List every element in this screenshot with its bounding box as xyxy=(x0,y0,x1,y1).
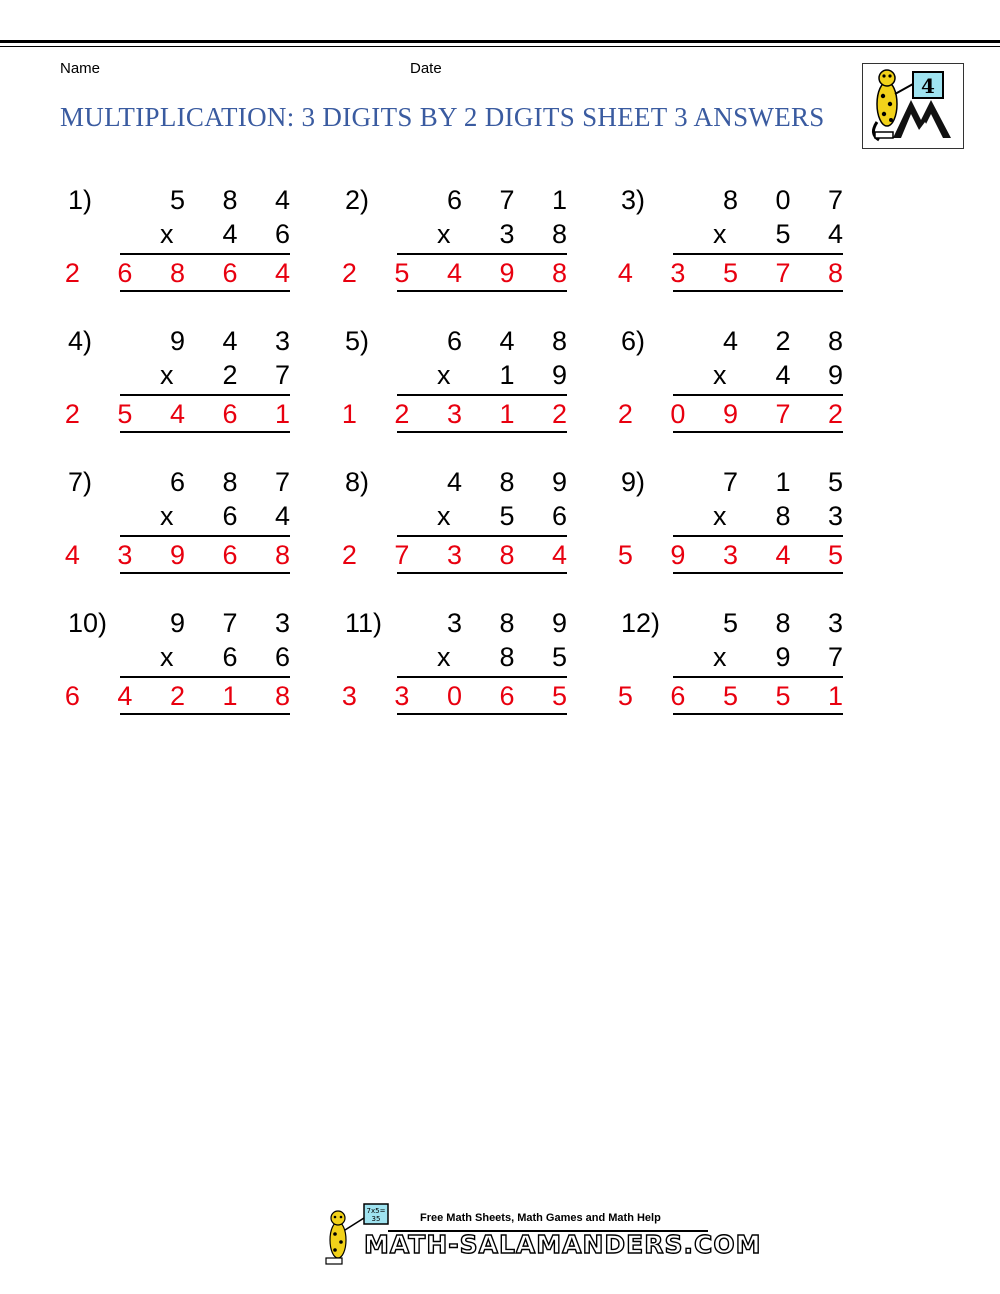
problem-number: 12) xyxy=(621,608,661,638)
page-title: MULTIPLICATION: 3 DIGITS BY 2 DIGITS SHEET 3 ANSWERS xyxy=(60,102,825,132)
answer-row xyxy=(617,397,858,431)
times-sign: x xyxy=(713,501,727,531)
answer: 1 2 3 1 2 xyxy=(341,399,582,429)
multiplicand: 3 8 9 xyxy=(446,608,582,638)
operand-rule xyxy=(673,535,843,537)
answer: 2 5 4 6 1 xyxy=(64,399,305,429)
multiplier: 8 5 xyxy=(499,642,582,672)
answer: 4 3 5 7 8 xyxy=(617,258,858,288)
multiplier-row xyxy=(673,499,858,533)
answer: 3 3 0 6 5 xyxy=(341,681,582,711)
times-sign: x xyxy=(160,642,174,672)
multiplicand: 5 8 4 xyxy=(169,185,305,215)
multiplicand: 4 8 9 xyxy=(446,467,582,497)
multiplier: 6 6 xyxy=(222,642,305,672)
footer-tagline: Free Math Sheets, Math Games and Math Help xyxy=(420,1212,661,1224)
problem-7 xyxy=(64,465,305,585)
answer-rule xyxy=(397,290,567,292)
multiplier: 6 4 xyxy=(222,501,305,531)
problem-11 xyxy=(341,606,582,726)
multiplier-row xyxy=(120,499,305,533)
multiplier-row xyxy=(673,217,858,251)
problem-9 xyxy=(617,465,858,585)
problem-8 xyxy=(341,465,582,585)
problem-10 xyxy=(64,606,305,726)
footer-badge-text: 7x5= xyxy=(366,1207,386,1215)
answer: 4 3 9 6 8 xyxy=(64,540,305,570)
multiplier: 4 9 xyxy=(775,360,858,390)
answer-rule xyxy=(673,572,843,574)
multiplier-row xyxy=(397,640,582,674)
multiplicand: 6 8 7 xyxy=(169,467,305,497)
answer-rule xyxy=(120,431,290,433)
multiplier: 5 4 xyxy=(775,219,858,249)
problem-number: 2) xyxy=(345,185,370,215)
answer-row xyxy=(617,256,858,290)
multiplier-row xyxy=(397,499,582,533)
multiplicand: 6 4 8 xyxy=(446,326,582,356)
times-sign: x xyxy=(437,501,451,531)
times-sign: x xyxy=(437,360,451,390)
problem-number: 8) xyxy=(345,467,370,497)
multiplier: 5 6 xyxy=(499,501,582,531)
problem-number: 7) xyxy=(68,467,93,497)
grade-logo xyxy=(862,63,964,149)
multiplicand-row xyxy=(673,183,858,217)
top-rule-thick xyxy=(0,40,1000,43)
times-sign: x xyxy=(160,219,174,249)
times-sign: x xyxy=(160,501,174,531)
multiplier: 1 9 xyxy=(499,360,582,390)
multiplier-row xyxy=(120,640,305,674)
multiplier-row xyxy=(120,358,305,392)
multiplier: 9 7 xyxy=(775,642,858,672)
footer-brand: MATH-SALAMANDERS.COM xyxy=(364,1230,762,1259)
salamander-grade-icon xyxy=(863,64,963,148)
name-label: Name xyxy=(60,60,101,77)
operand-rule xyxy=(120,394,290,396)
problem-12 xyxy=(617,606,858,726)
multiplicand: 8 0 7 xyxy=(722,185,858,215)
multiplicand: 4 2 8 xyxy=(722,326,858,356)
problem-number: 1) xyxy=(68,185,93,215)
answer-row xyxy=(64,679,305,713)
answer-rule xyxy=(397,431,567,433)
multiplicand-row xyxy=(120,324,305,358)
answer-rule xyxy=(673,713,843,715)
multiplicand-row xyxy=(120,465,305,499)
multiplier-row xyxy=(397,358,582,392)
multiplier-row xyxy=(120,217,305,251)
multiplier-row xyxy=(397,217,582,251)
problem-number: 4) xyxy=(68,326,93,356)
problem-3 xyxy=(617,183,858,303)
multiplicand: 5 8 3 xyxy=(722,608,858,638)
answer: 5 9 3 4 5 xyxy=(617,540,858,570)
answer-row xyxy=(64,397,305,431)
operand-rule xyxy=(673,676,843,678)
problem-1 xyxy=(64,183,305,303)
answer: 2 6 8 6 4 xyxy=(64,258,305,288)
problem-2 xyxy=(341,183,582,303)
times-sign: x xyxy=(713,642,727,672)
answer: 6 4 2 1 8 xyxy=(64,681,305,711)
operand-rule xyxy=(397,394,567,396)
times-sign: x xyxy=(437,642,451,672)
problem-6 xyxy=(617,324,858,444)
operand-rule xyxy=(120,535,290,537)
problem-number: 10) xyxy=(68,608,108,638)
multiplier: 4 6 xyxy=(222,219,305,249)
operand-rule xyxy=(397,676,567,678)
problem-number: 6) xyxy=(621,326,646,356)
times-sign: x xyxy=(160,360,174,390)
answer-row xyxy=(341,538,582,572)
multiplicand-row xyxy=(673,324,858,358)
operand-rule xyxy=(673,394,843,396)
answer-row xyxy=(341,397,582,431)
multiplicand-row xyxy=(120,183,305,217)
times-sign: x xyxy=(713,219,727,249)
operand-rule xyxy=(120,253,290,255)
multiplicand: 6 7 1 xyxy=(446,185,582,215)
answer: 2 5 4 9 8 xyxy=(341,258,582,288)
answer-rule xyxy=(397,572,567,574)
multiplicand-row xyxy=(673,465,858,499)
operand-rule xyxy=(397,535,567,537)
multiplier-row xyxy=(673,640,858,674)
answer-row xyxy=(64,256,305,290)
answer: 2 0 9 7 2 xyxy=(617,399,858,429)
multiplicand-row xyxy=(397,183,582,217)
times-sign: x xyxy=(437,219,451,249)
answer: 5 6 5 5 1 xyxy=(617,681,858,711)
answer-rule xyxy=(120,572,290,574)
multiplier: 2 7 xyxy=(222,360,305,390)
multiplicand-row xyxy=(397,465,582,499)
footer-badge-answer: 35 xyxy=(371,1215,381,1223)
grade-number: 4 xyxy=(921,74,935,98)
answer: 2 7 3 8 4 xyxy=(341,540,582,570)
problem-number: 3) xyxy=(621,185,646,215)
top-rule-thin xyxy=(0,46,1000,47)
multiplicand-row xyxy=(120,606,305,640)
multiplier-row xyxy=(673,358,858,392)
answer-row xyxy=(617,679,858,713)
multiplicand: 9 4 3 xyxy=(169,326,305,356)
answer-rule xyxy=(673,431,843,433)
multiplicand: 7 1 5 xyxy=(722,467,858,497)
multiplicand-row xyxy=(397,324,582,358)
multiplier: 3 8 xyxy=(499,219,582,249)
answer-rule xyxy=(397,713,567,715)
problem-number: 11) xyxy=(345,608,383,638)
operand-rule xyxy=(673,253,843,255)
problem-4 xyxy=(64,324,305,444)
multiplicand-row xyxy=(673,606,858,640)
answer-row xyxy=(617,538,858,572)
answer-rule xyxy=(120,290,290,292)
multiplier: 8 3 xyxy=(775,501,858,531)
problem-number: 5) xyxy=(345,326,370,356)
date-label: Date xyxy=(410,60,442,77)
footer xyxy=(320,1200,762,1270)
answer-rule xyxy=(120,713,290,715)
operand-rule xyxy=(397,253,567,255)
problem-5 xyxy=(341,324,582,444)
answer-row xyxy=(341,256,582,290)
answer-row xyxy=(341,679,582,713)
answer-rule xyxy=(673,290,843,292)
problem-number: 9) xyxy=(621,467,646,497)
multiplicand-row xyxy=(397,606,582,640)
operand-rule xyxy=(120,676,290,678)
times-sign: x xyxy=(713,360,727,390)
multiplicand: 9 7 3 xyxy=(169,608,305,638)
answer-row xyxy=(64,538,305,572)
